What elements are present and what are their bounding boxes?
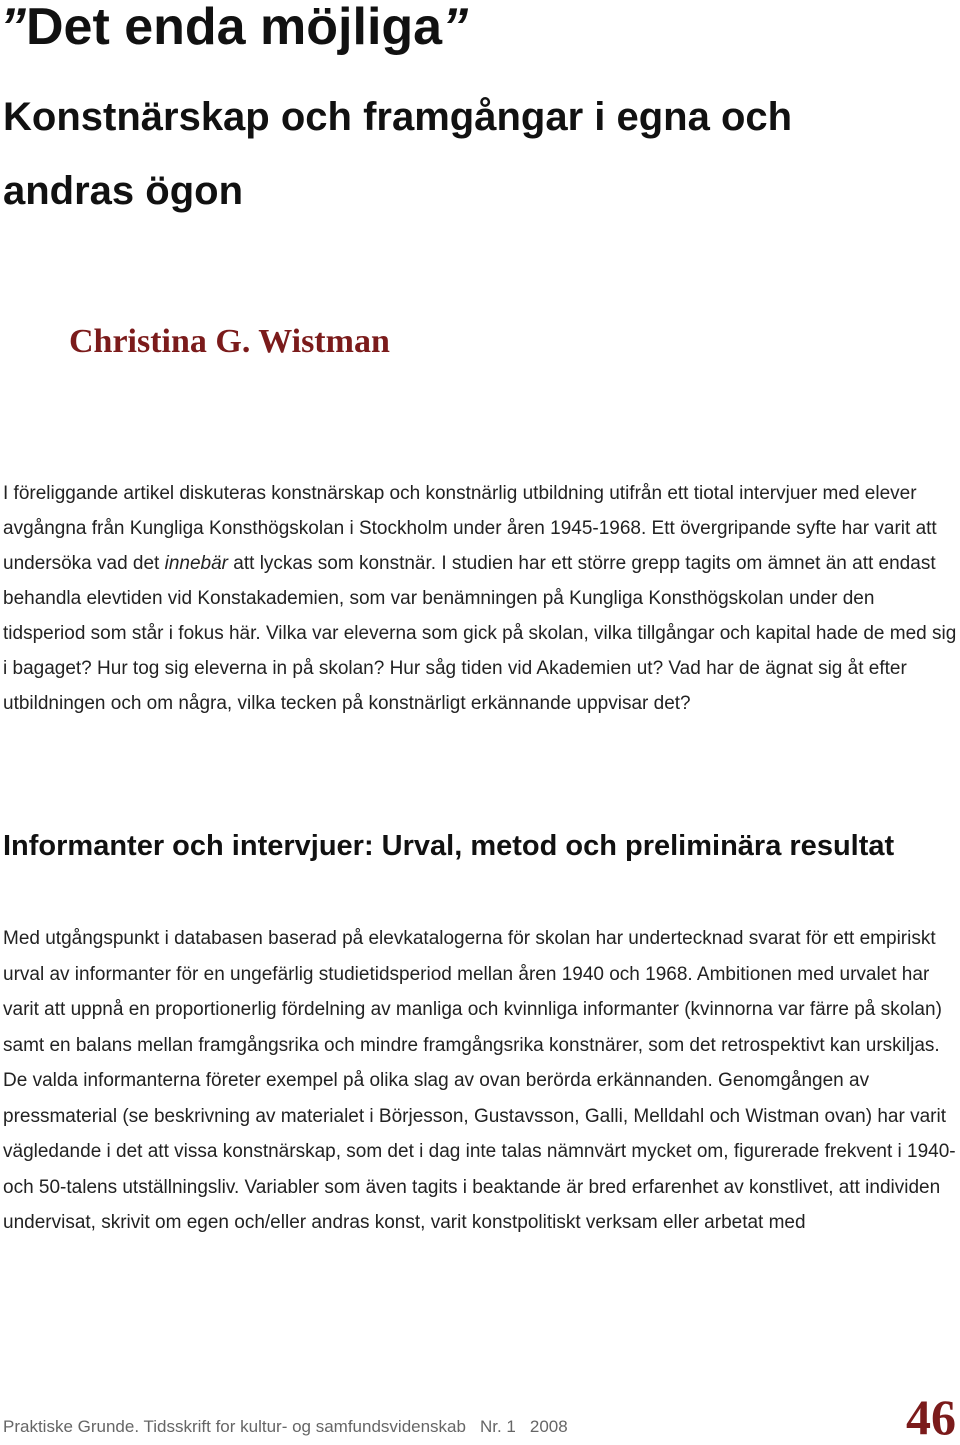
title-close-quote: ” bbox=[442, 0, 469, 56]
article-title bbox=[0, 0, 960, 62]
author-name: Christina G. Wistman bbox=[69, 323, 390, 360]
section-body-paragraph: Med utgångspunkt i databasen baserad på elevkatalogerna för skolan har undertecknad svarat för ett empiriskt urval av informanter för en ungefärlig studietidsperiod mellan åren 1940 och 1968. Ambitionen med urvalet har varit att uppnå en proportionerlig fördelning av manliga och kvinnliga informanter (kvinnorna var färre på skolan) samt en balans mellan framgångsrika och mindre framgångsrika konstnärer, som det retrospektivt kan urskiljas. De valda informanterna företer exempel på olika slag av ovan berörda erkännanden. Genomgången av pressmaterial (se beskrivning av materialet i Börjesson, Gustavsson, Galli, Melldahl och Wistman ovan) har varit vägledande i det att vissa konstnärskap, som det i dag inte talas nämnvärt mycket om, figurerade frekvent i 1940- och 50-talens utställningsliv. Variabler som även tagits i beaktande är bred erfarenhet av konstlivet, att individen undervisat, skrivit om egen och/eller andras konst, varit konstpolitiskt verksam eller arbetat med bbox=[3, 928, 956, 1233]
title-text: Det enda möjliga bbox=[26, 0, 443, 56]
abstract-text-part-1: I föreliggande artikel diskuteras konstnärskap och konstnärlig utbildning utifrån ett tiotal intervjuer med elever avgångna från Kungliga Konsthögskolan i Stockholm under åren 1945-1968. Ett övergripande syfte har varit att undersöka vad det bbox=[3, 483, 937, 574]
abstract-text-part-2: att lyckas som konstnär. I studien har ett större grepp tagits om ämnet än att endast behandla elevtiden vid Konstakademien, som var benämningen på Kungliga Konsthögskolan under den tidsperiod som står i fokus här. Vilka var eleverna som gick på skolan, vilka tillgångar och kapital hade de med sig i bagaget? Hur tog sig eleverna in på skolan? Hur såg tiden vid Akademien ut? Vad har de ägnat sig åt efter utbildningen och om några, vilka tecken på konstnärligt erkännande uppvisar det? bbox=[3, 553, 957, 714]
page-number: 46 bbox=[906, 1389, 956, 1445]
section-heading: Informanter och intervjuer: Urval, metod och preliminära resultat bbox=[3, 830, 895, 862]
footer-issue: Nr. 1 bbox=[479, 1417, 516, 1436]
footer-journal-name: Praktiske Grunde. Tidsskrift for kultur- og samfundsvidenskab bbox=[3, 1417, 466, 1436]
abstract-paragraph bbox=[3, 476, 958, 721]
article-subtitle: Konstnärskap och framgångar i egna och andras ögon bbox=[3, 95, 793, 213]
title-open-quote: ” bbox=[0, 0, 26, 56]
footer-year: 2008 bbox=[529, 1417, 568, 1436]
page-footer bbox=[3, 1416, 568, 1438]
abstract-emphasis: innebär bbox=[164, 553, 229, 574]
